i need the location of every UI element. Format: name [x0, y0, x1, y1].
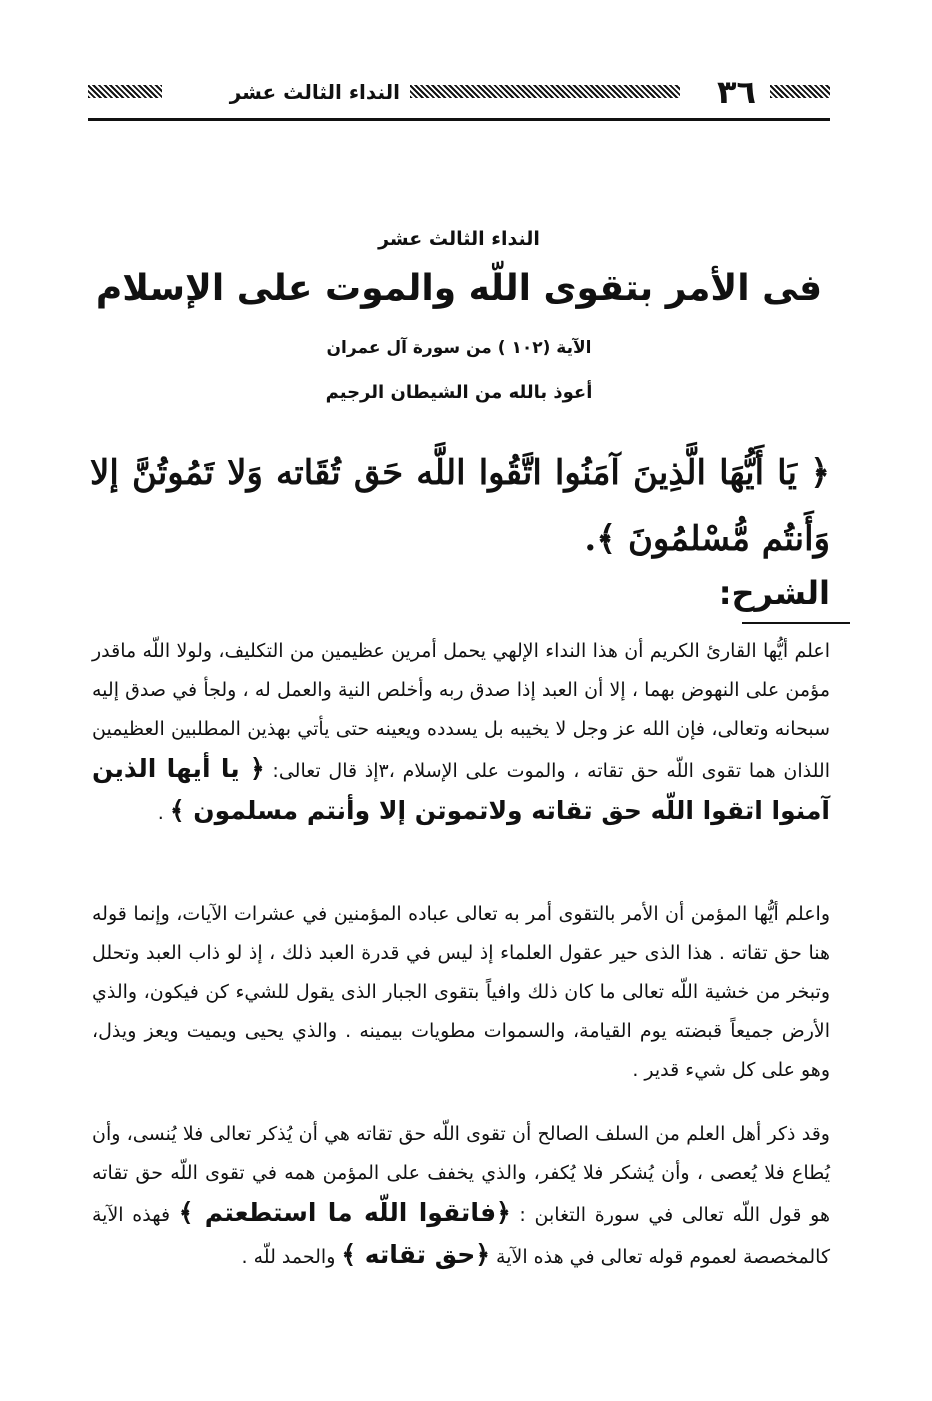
paragraph-1 [92, 632, 830, 833]
page-header [88, 72, 830, 112]
paragraph-2: واعلم أيُّها المؤمن أن الأمر بالتقوى أمر به تعالى عباده المؤمنين في عشرات الآيات، وإنما قوله هنا حق تقاته . هذا الذى حير عقول العلماء إذ ليس في قدرة العبد ذلك ، إذ لو ذاب العبد وتحلل وتبخر من خشية اللّه تعالى ما كان ذلك وافياً بتقوى الجبار الذى يقول للشيء كن فيكون، والذي الأرض جميعاً قبضته يوم القيامة، والسموات مطويات بيمينه . والذي يحيى ويميت ويعز ويذل، وهو على كل شيء قدير . [92, 903, 830, 1081]
paragraph-3-quote-2: ﴿حق تقاته ﴾ [341, 1240, 490, 1269]
paragraph-3-end: والحمد للّه . [241, 1246, 342, 1268]
paragraph-3 [92, 1115, 830, 1277]
header-ornament-middle [410, 85, 680, 98]
running-title: النداء الثالث عشر [229, 80, 400, 104]
verse-reference: الآية (١٠٢ ) من سورة آل عمران [326, 338, 592, 358]
page-number: ٣٦ [716, 73, 756, 111]
paragraph-3-quote-1: ﴿فاتقوا اللّه ما استطعتم ﴾ [178, 1198, 511, 1227]
paragraph-1-end: . [157, 802, 170, 824]
chapter-title: فى الأمر بتقوى اللّه والموت على الإسلام [95, 268, 823, 309]
header-rule [88, 118, 830, 121]
sharh-heading: الشرح: [718, 574, 830, 612]
header-ornament-left [88, 85, 162, 98]
call-title: النداء الثالث عشر [378, 228, 540, 250]
taawwudh: أعوذ بالله من الشيطان الرجيم [325, 382, 593, 403]
paragraph-1-text: اعلم أيُّها القارئ الكريم أن هذا النداء الإلهي يحمل أمرين عظيمين من التكليف، ولولا اللّه ماقدر مؤمن على النهوض بهما ، إلا أن العبد إذا صدق ربه وأخلص النية والعمل له ، ولجأ في صدق إليه سبحانه وتعالى، فإن الله عز وجل لا يخيبه بل يسدده ويعينه حتى يأتي بهذين المطلبين العظيمين اللذان هما تقوى اللّه حق تقاته ، والموت على الإسلام ،٣إذ قال تعالى: [92, 640, 830, 782]
paragraph-1-quote: ﴿ يا أيها الذين آمنوا اتقوا اللّه حق تقاته ولاتموتن إلا وأنتم مسلمون ﴾ [92, 754, 830, 825]
paragraph-3-middle: فهذه الآية كالمخصصة لعموم قوله تعالى في هذه الآية [92, 1204, 830, 1268]
paragraph-3-text: وقد ذكر أهل العلم من السلف الصالح أن تقوى اللّه حق تقاته هي أن يُذكر تعالى فلا يُنسى، وأن يُطاع فلا يُعصى ، وأن يُشكر فلا يُكفر، والذي يخفف على المؤمن همه في تقوى اللّه حق تقاته هو قول اللّه تعالى في سورة التغابن : [92, 1123, 830, 1226]
sharh-underline [742, 622, 850, 624]
header-ornament-right [770, 85, 830, 98]
quran-verse: ﴿ يَا أَيُّهَا الَّذِينَ آمَنُوا اتَّقُوا اللَّه حَق تُقَاته وَلا تَمُوتُنَّ إلا وَأَنتُم مُّسْلمُونَ ﴾. [90, 453, 830, 559]
